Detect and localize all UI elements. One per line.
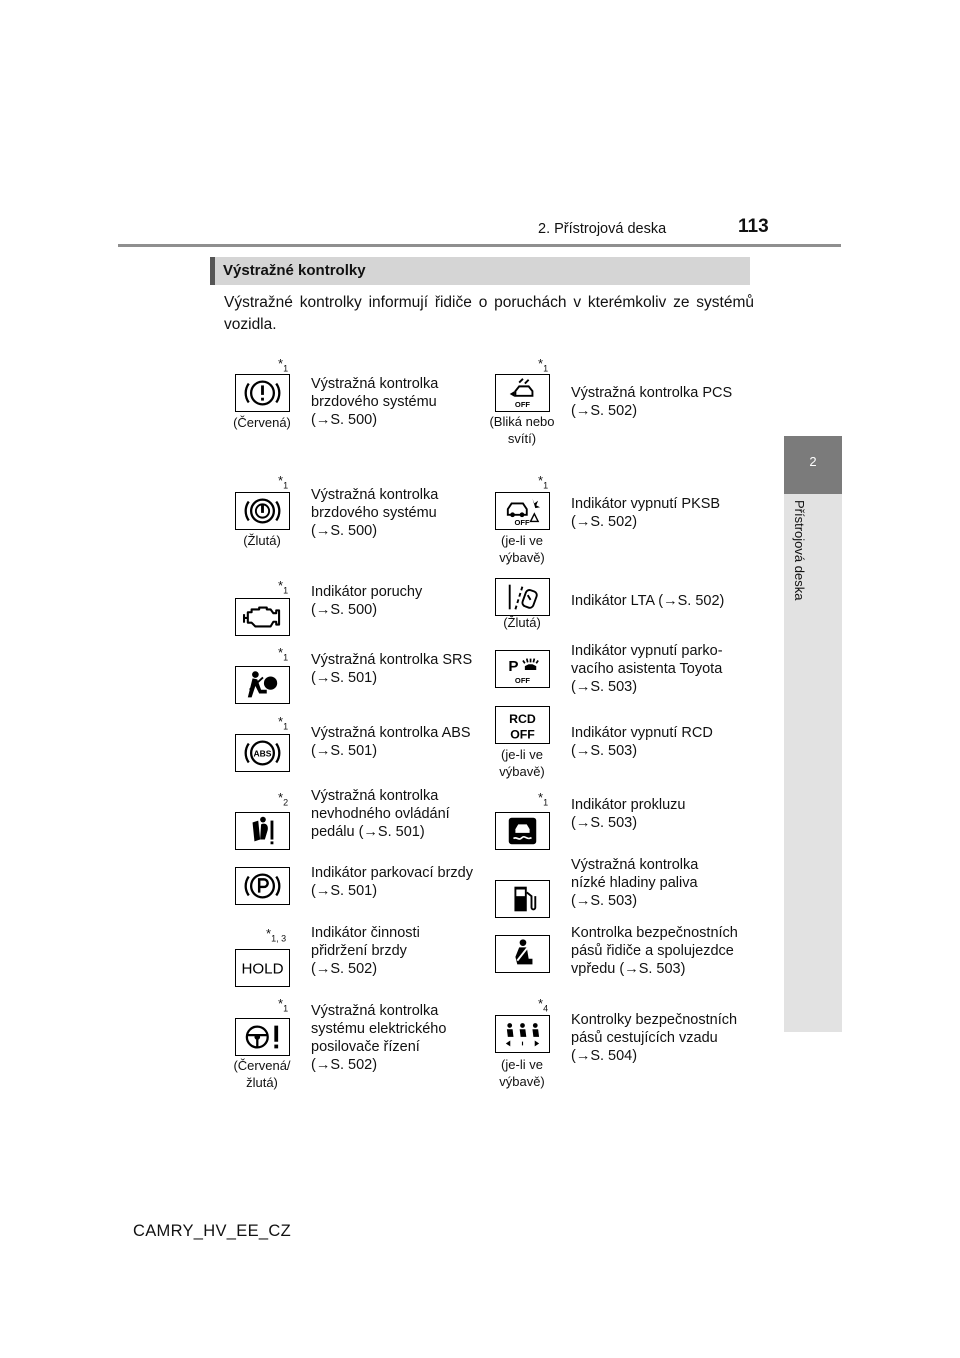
footnote-ref: $*_1$: [538, 790, 549, 808]
rcd-off-icon: [495, 706, 550, 744]
desc-line: (→S. 503): [571, 679, 638, 695]
desc-line: Kontrolky bezpečnostních: [571, 1012, 738, 1028]
desc-line: Výstražná kontrolka PCS: [571, 385, 733, 401]
item-description: [571, 384, 732, 420]
brake-hold-icon: [235, 949, 290, 987]
desc-line: Výstražná kontrolka: [311, 1003, 439, 1019]
item-description: [311, 583, 422, 619]
icon-caption: (je-li ve výbavě): [499, 747, 545, 779]
item-description: [571, 796, 685, 832]
icon-caption: (je-li ve výbavě): [499, 1057, 545, 1089]
item-description: [571, 642, 723, 696]
icon-caption: (je-li ve výbavě): [499, 533, 545, 565]
item-description: [311, 651, 472, 687]
seatbelt-front-icon: [495, 935, 550, 973]
icon-caption: (Bliká nebo svítí): [489, 414, 555, 446]
desc-line: Indikátor vypnutí parko-: [571, 643, 723, 659]
desc-line: (→S. 501): [311, 883, 378, 899]
engine-check-icon: [235, 598, 290, 636]
low-fuel-icon: [495, 880, 550, 918]
desc-line: (→S. 500): [311, 412, 378, 428]
icon-caption: (Žlutá): [243, 533, 281, 548]
item-description: [571, 724, 713, 760]
desc-line: posilovače řízení: [311, 1039, 420, 1055]
page-number: 113: [738, 216, 769, 237]
desc-line: Výstražná kontrolka: [571, 857, 699, 873]
pedal-warning-icon: [235, 812, 290, 850]
brake-warning-icon: [235, 374, 290, 412]
brake-system-icon: [235, 492, 290, 530]
desc-line: (→S. 502): [311, 961, 378, 977]
abs-icon: [235, 734, 290, 772]
item-description: [311, 864, 473, 900]
desc-line: Indikátor vypnutí PKSB: [571, 496, 721, 512]
chapter-tab-number: 2: [809, 454, 817, 469]
desc-line: (→S. 501): [311, 743, 378, 759]
chapter-title: 2. Přístrojová deska: [538, 221, 667, 237]
svg-text:ABS: ABS: [253, 748, 272, 759]
desc-line: Indikátor činnosti: [311, 925, 420, 941]
pksb-icon-text: OFF: [514, 518, 530, 528]
desc-line: Kontrolka bezpečnostních: [571, 925, 738, 941]
desc-line: systému elektrického: [311, 1021, 447, 1037]
seatbelt-rear-icon: [495, 1015, 550, 1053]
item-description: [311, 375, 438, 429]
footnote-ref: $*_4$: [538, 996, 549, 1014]
desc-line: (→S. 500): [311, 602, 378, 618]
svg-text:OFF: OFF: [510, 727, 535, 742]
desc-line: pásů řidiče a spolujezdce: [571, 943, 734, 959]
parking-assist-off-icon: [495, 650, 550, 688]
desc-line: vacího asistenta Toyota: [571, 661, 723, 677]
desc-line: Indikátor parkovací brzdy: [311, 865, 473, 881]
item-description: [571, 856, 698, 910]
lta-icon: [495, 578, 550, 616]
brake-hold-icon-text: HOLD: [241, 960, 284, 978]
header-rule: [118, 244, 841, 247]
footnote-ref: $*_1$: [278, 996, 289, 1014]
document-code: CAMRY_HV_EE_CZ: [133, 1222, 291, 1240]
icon-caption: (Žlutá): [503, 615, 541, 630]
svg-text:RCD: RCD: [509, 712, 536, 727]
desc-line: (→S. 502): [571, 514, 638, 530]
desc-line: (→S. 503): [571, 815, 638, 831]
srs-airbag-icon: [235, 666, 290, 704]
item-description: [311, 787, 450, 841]
desc-line: Výstražná kontrolka ABS: [311, 725, 471, 741]
desc-line: brzdového systému: [311, 394, 437, 410]
desc-line: Indikátor vypnutí RCD: [571, 725, 713, 741]
desc-line: pásů cestujících vzadu: [571, 1030, 718, 1046]
parking-assist-icon-text: OFF: [514, 676, 531, 686]
desc-line: (→S. 503): [571, 893, 638, 909]
desc-line: (→S. 503): [571, 743, 638, 759]
power-steering-icon: [235, 1018, 290, 1056]
desc-line: (→S. 502): [311, 1057, 378, 1073]
desc-line: (→S. 501): [311, 670, 378, 686]
desc-line: (→S. 502): [571, 403, 638, 419]
desc-line: přidržení brzdy: [311, 943, 407, 959]
slip-indicator-icon: [495, 812, 550, 850]
footnote-ref: $*_1$: [278, 714, 289, 732]
pksb-off-icon: [495, 492, 550, 530]
intro-paragraph: Výstražné kontrolky informují řidiče o poruchách v kterémkoliv ze systémů vozidla.: [224, 294, 754, 333]
desc-line: nevhodného ovládání: [311, 806, 450, 822]
desc-line: Výstražná kontrolka: [311, 376, 439, 392]
footnote-ref: $*_1$: [538, 473, 549, 491]
desc-line: Indikátor poruchy: [311, 584, 423, 600]
item-description: [571, 924, 738, 978]
desc-line: vpředu (→S. 503): [571, 961, 686, 977]
footnote-ref: $*_1$: [278, 473, 289, 491]
footnote-ref: $*_1$: [278, 645, 289, 663]
footnote-ref: $*_2$: [278, 790, 289, 808]
chapter-tab-label: Přístrojová deska: [792, 500, 807, 601]
footnote-ref: $*_1$: [278, 356, 289, 374]
item-description: [311, 724, 471, 760]
desc-line: Výstražná kontrolka SRS: [311, 652, 473, 668]
desc-line: (→S. 500): [311, 523, 378, 539]
item-description: [311, 1002, 446, 1074]
item-description: [571, 495, 720, 531]
item-description: [311, 924, 420, 978]
desc-line: nízké hladiny paliva: [571, 875, 698, 891]
desc-line: Výstražná kontrolka: [311, 487, 439, 503]
item-description: [571, 1011, 737, 1065]
desc-line: pedálu (→S. 501): [311, 824, 425, 840]
footnote-ref: $*_1$: [278, 578, 289, 596]
desc-line: Indikátor LTA (→S. 502): [571, 593, 725, 609]
icon-caption: (Červená): [233, 415, 291, 430]
footnote-ref: $*_1$: [538, 356, 549, 374]
desc-line: Indikátor prokluzu: [571, 797, 686, 813]
footnote-ref: $*_{1, 3}$: [266, 926, 287, 944]
chapter-tab: [784, 436, 842, 494]
desc-line: (→S. 504): [571, 1048, 638, 1064]
item-description: [571, 592, 724, 610]
section-title: Výstražné kontrolky: [223, 262, 366, 279]
svg-text:P: P: [508, 657, 519, 675]
pcs-warning-icon: [495, 374, 550, 412]
desc-line: Výstražná kontrolka: [311, 788, 439, 804]
icon-caption: (Červená/ žlutá): [233, 1058, 291, 1090]
section-heading-accent: [210, 257, 215, 285]
desc-line: brzdového systému: [311, 505, 437, 521]
pcs-icon-text: OFF: [514, 400, 531, 410]
item-description: [311, 486, 438, 540]
parking-brake-icon: [235, 867, 290, 905]
